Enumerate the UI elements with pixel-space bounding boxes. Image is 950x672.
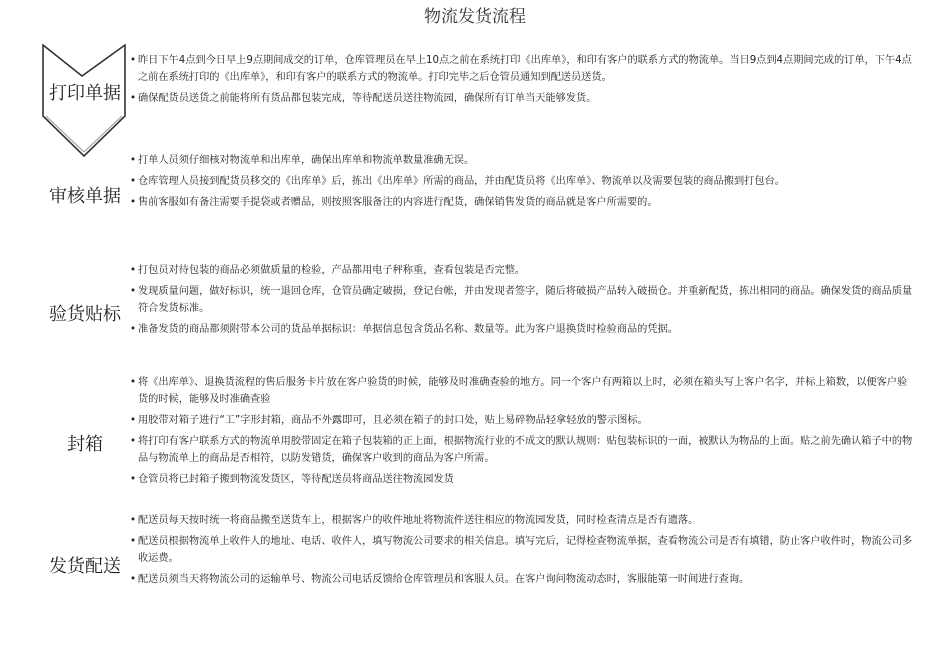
step-label: 发货配送 [49,556,121,577]
step-label: 打印单据 [49,83,121,104]
bullet-item: • 将《出库单》、退换货流程的售后服务卡片放在客户验货的时候，能够及时准确查验的地方。同一个客户有两箱以上时，必须在箱头写上客户名字，并标上箱数，以便客户验货的时候，能够及时准确查验 [130,374,916,408]
bullet-item: • 配送员须当天将物流公司的运输单号、物流公司电话反馈给仓库管理员和客服人员。在客户询问物流动态时，客服能第一时间进行查询。 [130,571,916,588]
bullet-item: • 仓管员将已封箱子搬到物流发货区，等待配送员将商品送往物流园发货 [130,471,916,488]
bullet-item: • 准备发货的商品都须附带本公司的货品单据标识：单据信息包含货品名称、数量等。此为客户退换货时检验商品的凭据。 [130,321,916,338]
bullet-item: • 将打印有客户联系方式的物流单用胶带固定在箱子包装箱的正上面，根据物流行业的不成文的默认规则：贴包装标识的一面，被默认为物品的上面。贴之前先确认箱子中的物品与物流单上的商品是否相符，以防发错货，确保客户收到的商品为客户所需。 [130,433,916,467]
step-bullets [130,374,916,492]
page-title: 物流发货流程 [424,7,526,27]
bullet-item: • 配送员根据物流单上收件人的地址、电话、收件人，填写物流公司要求的相关信息。填写完后，记得检查物流单据，查看物流公司是否有填错，防止客户收件时，物流公司多收运费。 [130,533,916,567]
bullet-item: • 发现质量问题，做好标识，统一退回仓库，仓管员确定破损，登记台帐，并由发现者签字，随后将破损产品转入破损仓。并重新配货，拣出相同的商品。确保发货的商品质量符合发货标准。 [130,283,916,317]
bullet-item: • 确保配货员送货之前能将所有货品都包装完成，等待配送员送往物流园，确保所有订单当天能够发货。 [130,90,916,107]
step-bullets [130,262,916,342]
bullet-item: • 用胶带对箱子进行“工”字形封箱，商品不外露即可，且必须在箱子的封口处，贴上易碎物品轻拿轻放的警示图标。 [130,412,916,429]
bullet-item: • 配送员每天按时统一将商品搬至送货车上，根据客户的收件地址将物流件送往相应的物流园发货，同时检查清点是否有遗落。 [130,512,916,529]
step-bullets [130,512,916,592]
bullet-item: • 打单人员须仔细核对物流单和出库单，确保出库单和物流单数量准确无误。 [130,152,916,169]
bullet-item: • 打包员对待包装的商品必须做质量的检验，产品都用电子秤称重，查看包装是否完整。 [130,262,916,279]
step-label: 验货贴标 [49,304,121,325]
step-bullets [130,52,916,111]
step-label: 审核单据 [49,186,121,207]
bullet-item: • 昨日下午4点到今日早上9点期间成交的订单，仓库管理员在早上10点之前在系统打印《出库单》，和印有客户的联系方式的物流单。当日9点到4点期间完成的订单，下午4点之前在系统打印的《出库单》，和印有客户的联系方式的物流单。打印完毕之后仓管员通知到配送员送货。 [130,52,916,86]
step-label: 封箱 [67,434,103,455]
bullet-item: • 仓库管理人员接到配货员移交的《出库单》后，拣出《出库单》所需的商品，并由配货员将《出库单》、物流单以及需要包装的商品搬到打包台。 [130,173,916,190]
step-bullets [130,152,916,215]
bullet-item: • 售前客服如有备注需要手提袋或者赠品，则按照客服备注的内容进行配货，确保销售发货的商品就是客户所需要的。 [130,194,916,211]
